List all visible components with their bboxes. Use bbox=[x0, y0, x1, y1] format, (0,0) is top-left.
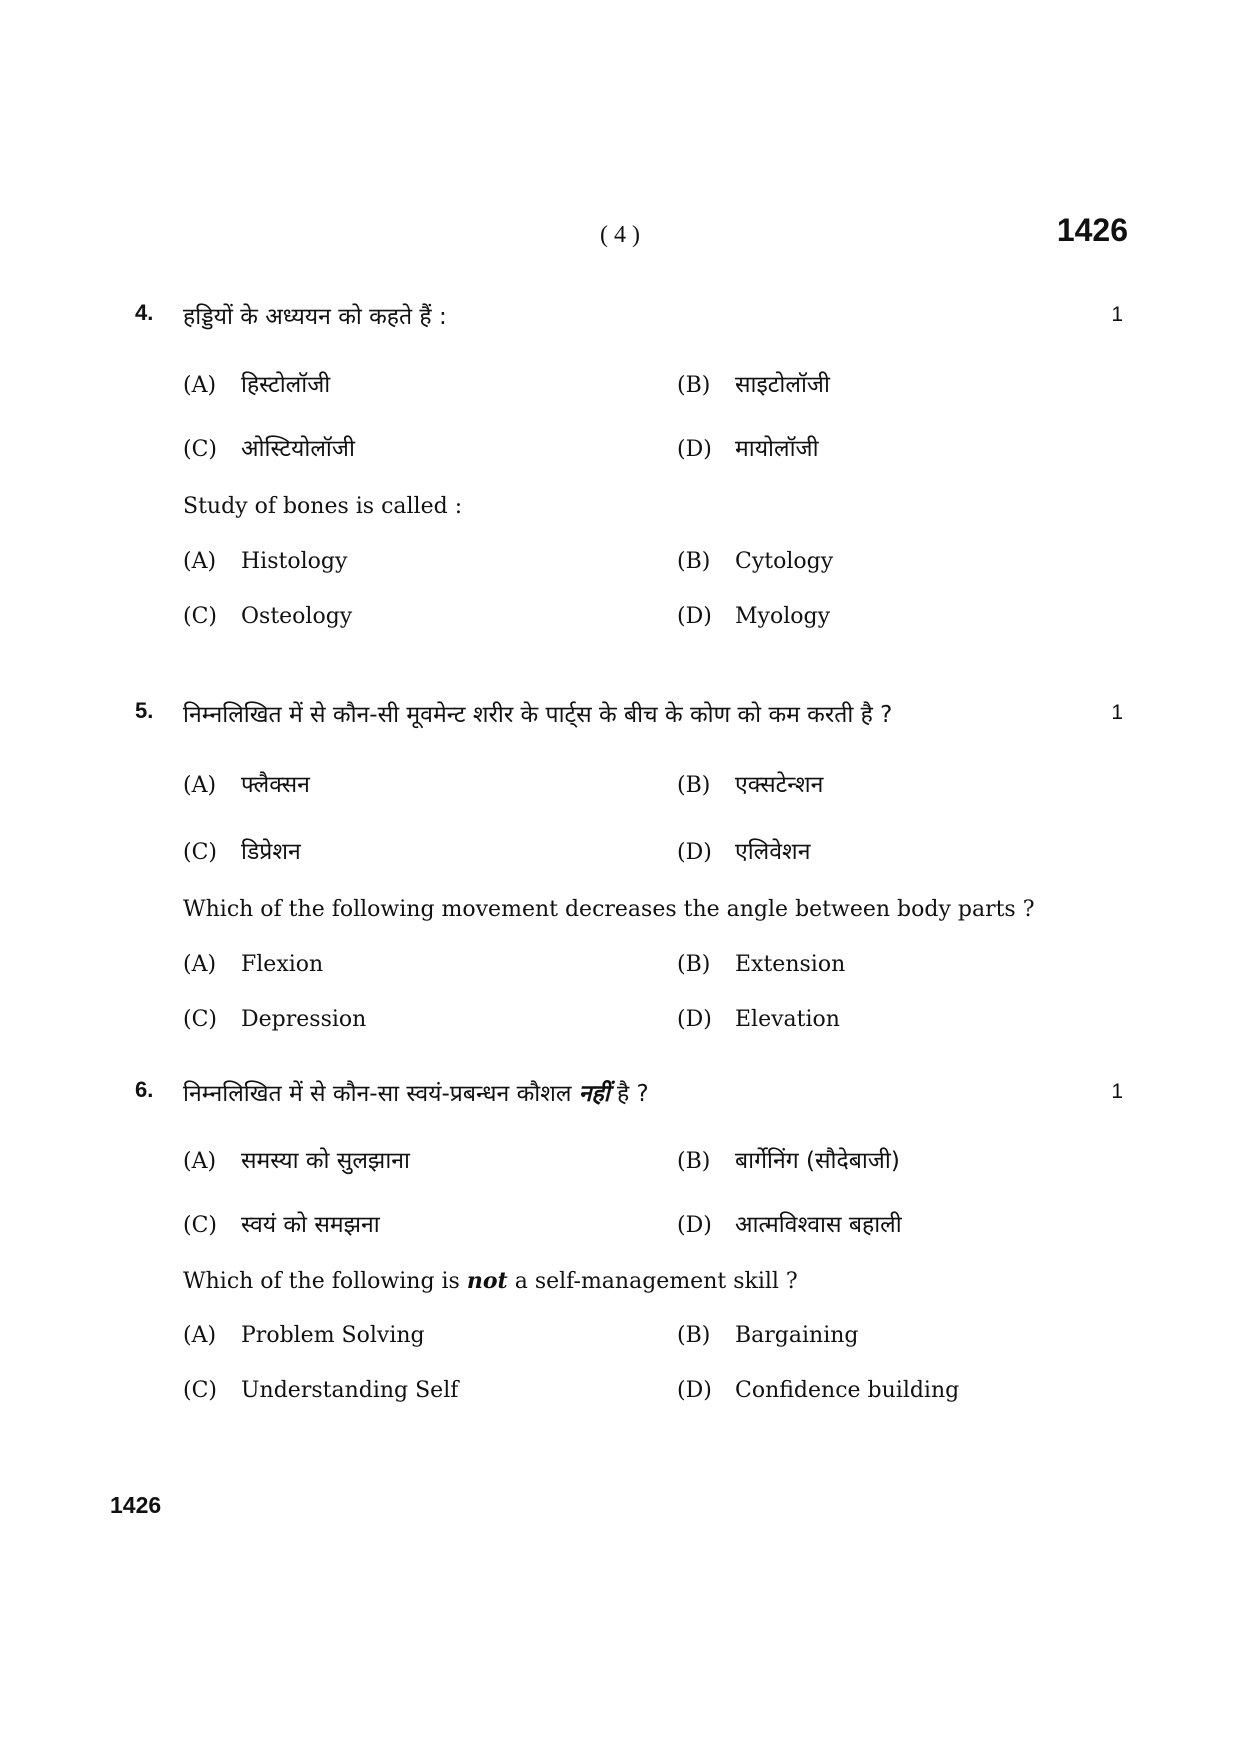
question-marks: 1 bbox=[1111, 1080, 1123, 1103]
option-letter: (B) bbox=[677, 373, 711, 398]
option-hindi-d bbox=[677, 834, 810, 866]
question-text-part: a self-management skill ? bbox=[514, 1269, 798, 1294]
option-english-b bbox=[677, 952, 845, 977]
option-english-d bbox=[677, 1378, 959, 1403]
question-number: 4. bbox=[135, 300, 154, 325]
option-letter: (C) bbox=[183, 604, 217, 629]
option-english-a bbox=[183, 549, 347, 574]
paper-code-footer: 1426 bbox=[110, 1492, 162, 1518]
option-hindi-d bbox=[677, 431, 819, 463]
option-text: मायोलॉजी bbox=[735, 436, 819, 462]
question-number: 6. bbox=[135, 1077, 154, 1102]
question-marks: 1 bbox=[1111, 303, 1123, 326]
option-hindi-b bbox=[677, 367, 830, 399]
question-text-english: Study of bones is called : bbox=[183, 494, 463, 519]
option-english-d bbox=[677, 604, 830, 629]
option-text: Elevation bbox=[735, 1007, 840, 1032]
question-marks: 1 bbox=[1111, 701, 1123, 724]
option-letter: (D) bbox=[677, 604, 712, 629]
option-letter: (D) bbox=[677, 1007, 712, 1032]
option-letter: (C) bbox=[183, 1378, 217, 1403]
option-letter: (C) bbox=[183, 1213, 217, 1238]
page-number: ( 4 ) bbox=[600, 222, 640, 248]
option-english-a bbox=[183, 1323, 425, 1348]
option-text: Histology bbox=[241, 549, 348, 574]
paper-code-header: 1426 bbox=[1056, 212, 1128, 248]
option-text: फ्लैक्सन bbox=[241, 772, 310, 798]
option-hindi-a bbox=[183, 767, 310, 799]
question-text-english bbox=[183, 1268, 798, 1294]
question-text-part: Which of the following is bbox=[183, 1269, 460, 1294]
question-text-hindi: निम्नलिखित में से कौन-सी मूवमेन्ट शरीर के पार्ट्स के बीच के कोण को कम करती है ? bbox=[183, 702, 893, 728]
question-text-hindi: हड्डियों के अध्ययन को कहते हैं : bbox=[183, 304, 447, 330]
option-hindi-c bbox=[183, 1207, 380, 1239]
option-english-d bbox=[677, 1007, 840, 1032]
option-english-c bbox=[183, 604, 352, 629]
option-letter: (A) bbox=[183, 773, 217, 798]
option-letter: (C) bbox=[183, 840, 217, 865]
option-text: Understanding Self bbox=[241, 1378, 459, 1403]
option-text: आत्मविश्वास बहाली bbox=[735, 1212, 902, 1238]
option-english-a bbox=[183, 952, 323, 977]
option-text: Bargaining bbox=[735, 1323, 859, 1348]
option-letter: (B) bbox=[677, 549, 711, 574]
option-text: हिस्टोलॉजी bbox=[241, 372, 331, 398]
option-letter: (A) bbox=[183, 373, 217, 398]
question-emphasis: not bbox=[466, 1268, 508, 1294]
option-hindi-a bbox=[183, 367, 330, 399]
question-text-english: Which of the following movement decreases the angle between body parts ? bbox=[183, 897, 1035, 922]
option-english-b bbox=[677, 1323, 859, 1348]
option-hindi-d bbox=[677, 1207, 902, 1239]
option-hindi-b bbox=[677, 767, 823, 799]
option-text: एक्सटेन्शन bbox=[735, 772, 824, 798]
option-letter: (D) bbox=[677, 840, 712, 865]
option-text: स्वयं को समझना bbox=[241, 1212, 380, 1238]
option-text: एलिवेशन bbox=[735, 839, 811, 865]
option-letter: (B) bbox=[677, 773, 711, 798]
option-text: Flexion bbox=[241, 952, 324, 977]
option-letter: (B) bbox=[677, 1149, 711, 1174]
option-english-c bbox=[183, 1378, 458, 1403]
option-text: Cytology bbox=[735, 549, 834, 574]
question-text-part: निम्नलिखित में से कौन-सा स्वयं-प्रबन्धन कौशल bbox=[183, 1081, 572, 1107]
option-hindi-b bbox=[677, 1143, 900, 1175]
option-letter: (B) bbox=[677, 952, 711, 977]
option-letter: (A) bbox=[183, 1323, 217, 1348]
option-text: बार्गेनिंग (सौदेबाजी) bbox=[735, 1148, 900, 1174]
question-number: 5. bbox=[135, 698, 154, 723]
option-text: Osteology bbox=[241, 604, 353, 629]
option-letter: (D) bbox=[677, 437, 712, 462]
option-text: समस्या को सुलझाना bbox=[241, 1148, 410, 1174]
question-emphasis: नहीं bbox=[578, 1081, 610, 1107]
option-english-c bbox=[183, 1007, 366, 1032]
question-text-hindi bbox=[183, 1076, 649, 1108]
option-letter: (C) bbox=[183, 437, 217, 462]
option-text: Depression bbox=[241, 1007, 367, 1032]
option-letter: (D) bbox=[677, 1378, 712, 1403]
option-hindi-c bbox=[183, 834, 301, 866]
option-letter: (A) bbox=[183, 549, 217, 574]
option-letter: (C) bbox=[183, 1007, 217, 1032]
option-text: Extension bbox=[735, 952, 846, 977]
option-letter: (A) bbox=[183, 1149, 217, 1174]
option-letter: (A) bbox=[183, 952, 217, 977]
option-hindi-c bbox=[183, 431, 355, 463]
question-text-part: है ? bbox=[617, 1081, 649, 1107]
option-text: ओस्टियोलॉजी bbox=[241, 436, 355, 462]
option-letter: (B) bbox=[677, 1323, 711, 1348]
option-text: Confidence building bbox=[735, 1378, 960, 1403]
option-english-b bbox=[677, 549, 833, 574]
option-text: Myology bbox=[735, 604, 830, 629]
option-text: Problem Solving bbox=[241, 1323, 425, 1348]
option-letter: (D) bbox=[677, 1213, 712, 1238]
option-text: साइटोलॉजी bbox=[735, 372, 830, 398]
option-text: डिप्रेशन bbox=[241, 839, 301, 865]
option-hindi-a bbox=[183, 1143, 410, 1175]
